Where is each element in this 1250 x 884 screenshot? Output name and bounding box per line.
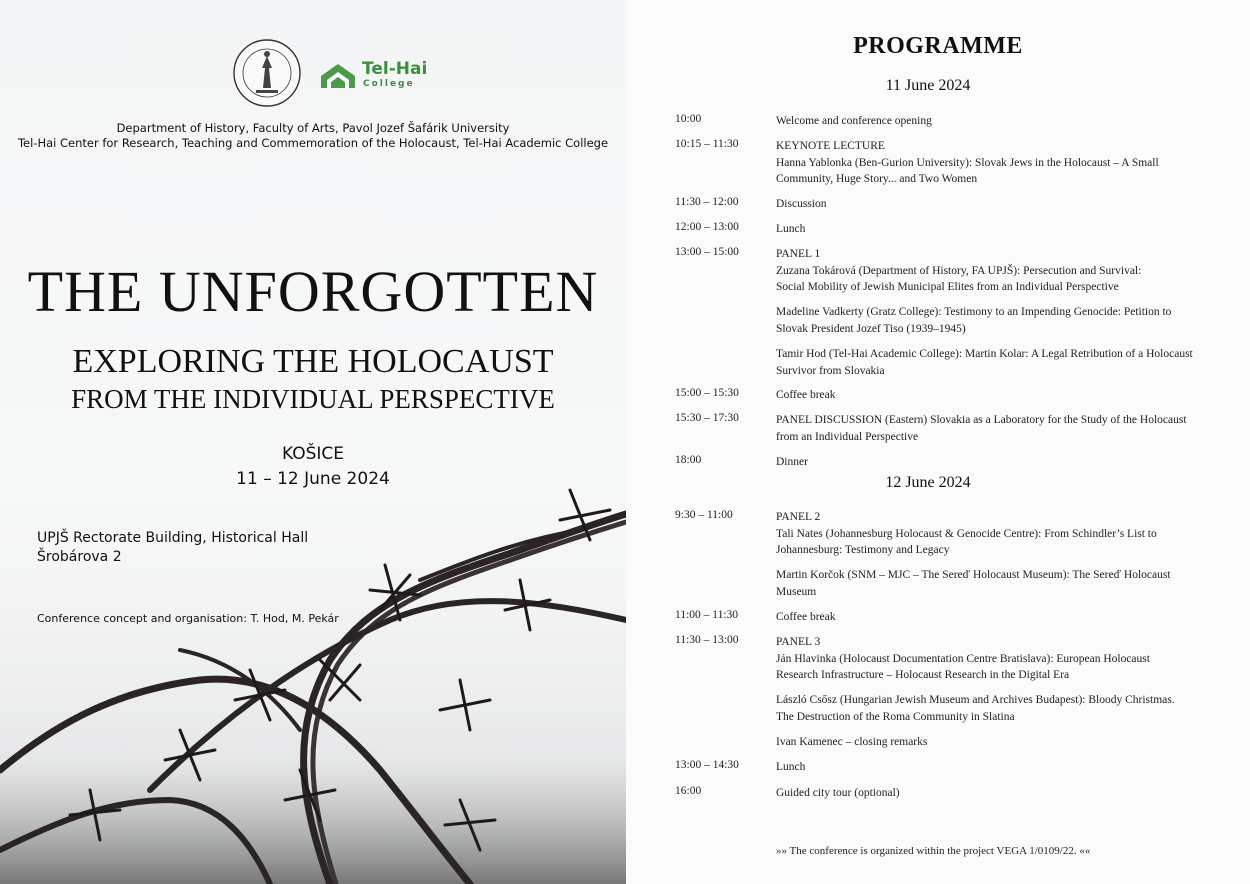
- city: KOŠICE: [281, 444, 344, 464]
- schedule-line: Research Infrastructure – Holocaust Research in the Digital Era: [776, 669, 1070, 681]
- tel-hai-logo: [321, 58, 431, 98]
- schedule-description: [776, 304, 1196, 337]
- logos: [232, 38, 432, 113]
- schedule-time: 11:00 – 11:30: [675, 609, 739, 621]
- schedule-line: PANEL 1: [776, 248, 821, 260]
- schedule-line: Madeline Vadkerty (Gratz College): Testimony to an Impending Genocide: Petition to: [776, 306, 1172, 318]
- poster-subtitle-1: EXPLORING THE HOLOCAUST: [72, 343, 554, 380]
- schedule-line: Hanna Yablonka (Ben-Gurion University): Slovak Jews in the Holocaust – A Small: [776, 156, 1159, 169]
- logo-name: Tel-Hai: [362, 59, 428, 79]
- schedule-time: 16:00: [675, 785, 702, 797]
- day-2-heading: 12 June 2024: [885, 474, 971, 491]
- schedule-description: [776, 412, 1196, 445]
- schedule-description: [776, 387, 1196, 404]
- schedule-line: Social Mobility of Jewish Municipal Elites from an Individual Perspective: [776, 281, 1119, 293]
- department-line-2: Tel-Hai Center for Research, Teaching and Commemoration of the Holocaust, Tel-Hai Academic College: [17, 136, 609, 150]
- schedule-line: Martin Korčok (SNM – MJC – The Sereď Holocaust Museum): The Sereď Holocaust: [776, 569, 1171, 581]
- schedule-description: [776, 609, 1196, 626]
- schedule-description: [776, 785, 1196, 802]
- schedule-description: [776, 454, 1196, 471]
- schedule-time: 11:30 – 13:00: [675, 634, 739, 646]
- schedule-time: 12:00 – 13:00: [675, 221, 739, 233]
- schedule-line: Dinner: [776, 456, 808, 468]
- schedule-description: [776, 113, 1196, 130]
- schedule-time: 10:15 – 11:30: [675, 138, 739, 150]
- schedule-line: Tamir Hod (Tel-Hai Academic College): Martin Kolar: A Legal Retribution of a Holocaust: [776, 348, 1193, 360]
- schedule-line: Coffee break: [776, 389, 836, 401]
- schedule-time: 11:30 – 12:00: [675, 196, 739, 208]
- day-1-heading: 11 June 2024: [885, 77, 971, 94]
- poster-subtitle-2: FROM THE INDIVIDUAL PERSPECTIVE: [71, 384, 555, 414]
- schedule-description: [776, 509, 1196, 559]
- schedule-line: Lunch: [776, 223, 806, 235]
- schedule-description: [776, 138, 1196, 188]
- schedule-line: Coffee break: [776, 611, 836, 623]
- schedule-description: [776, 734, 1196, 751]
- schedule-description: [776, 196, 1196, 213]
- schedule-time: 15:30 – 17:30: [675, 412, 739, 424]
- conference-dates: 11 – 12 June 2024: [236, 469, 390, 489]
- schedule-line: László Csősz (Hungarian Jewish Museum and Archives Budapest): Bloody Christmas.: [776, 694, 1175, 706]
- department-line-1: Department of History, Faculty of Arts, Pavol Jozef Šafárik University: [116, 121, 510, 135]
- schedule-line: Ivan Kamenec – closing remarks: [776, 736, 928, 748]
- schedule-line: Tali Nates (Johannesburg Holocaust & Genocide Centre): From Schindler’s List to: [776, 527, 1157, 540]
- schedule-line: Discussion: [776, 198, 827, 210]
- schedule-description: [776, 567, 1196, 600]
- schedule-time: 10:00: [675, 113, 702, 125]
- schedule-description: [776, 221, 1196, 238]
- schedule-line: Ján Hlavinka (Holocaust Documentation Centre Bratislava): European Holocaust: [776, 652, 1150, 665]
- programme-title: PROGRAMME: [853, 33, 1023, 59]
- poster-title: THE UNFORGOTTEN: [27, 259, 599, 324]
- schedule-line: PANEL 2: [776, 511, 821, 523]
- schedule-time: 13:00 – 15:00: [675, 246, 739, 258]
- schedule-time: 18:00: [675, 454, 702, 466]
- schedule-description: [776, 246, 1196, 296]
- schedule-line: Guided city tour (optional): [776, 787, 900, 799]
- schedule-line: from an Individual Perspective: [776, 430, 919, 443]
- schedule-description: [776, 634, 1196, 684]
- organisation-note: Conference concept and organisation: T. Hod, M. Pekár: [37, 612, 339, 625]
- logo-subtitle: College: [363, 79, 415, 89]
- schedule-line: PANEL DISCUSSION (Eastern) Slovakia as a Laboratory for the Study of the Holocaust: [776, 414, 1187, 426]
- venue-line-1: UPJŠ Rectorate Building, Historical Hall: [37, 530, 309, 546]
- schedule-line: Slovak President Jozef Tiso (1939–1945): [776, 322, 966, 335]
- schedule-line: Survivor from Slovakia: [776, 364, 885, 377]
- schedule-line: Welcome and conference opening: [776, 115, 932, 127]
- venue-line-2: Šrobárova 2: [37, 549, 122, 565]
- schedule-time: 9:30 – 11:00: [675, 509, 733, 521]
- tel-hai-logo-icon: [321, 62, 355, 88]
- schedule-line: Zuzana Tokárová (Department of History, FA UPJŠ): Persecution and Survival:: [776, 264, 1142, 277]
- schedule-line: Museum: [776, 585, 817, 598]
- schedule-description: [776, 692, 1196, 725]
- schedule-line: The Destruction of the Roma Community in Slatina: [776, 710, 1015, 723]
- schedule-time: 15:00 – 15:30: [675, 387, 739, 399]
- schedule-line: Community, Huge Story... and Two Women: [776, 173, 978, 185]
- university-seal-icon: [232, 38, 302, 108]
- schedule-time: 13:00 – 14:30: [675, 759, 739, 771]
- schedule-line: Johannesburg: Testimony and Legacy: [776, 544, 950, 556]
- schedule-line: PANEL 3: [776, 636, 821, 648]
- schedule-line: Lunch: [776, 761, 806, 773]
- schedule-description: [776, 346, 1196, 379]
- schedule-description: [776, 759, 1196, 776]
- project-footer: »» The conference is organized within the project VEGA 1/0109/22. ««: [776, 845, 1091, 857]
- programme-panel: [626, 0, 1250, 884]
- schedule-line: KEYNOTE LECTURE: [776, 140, 885, 152]
